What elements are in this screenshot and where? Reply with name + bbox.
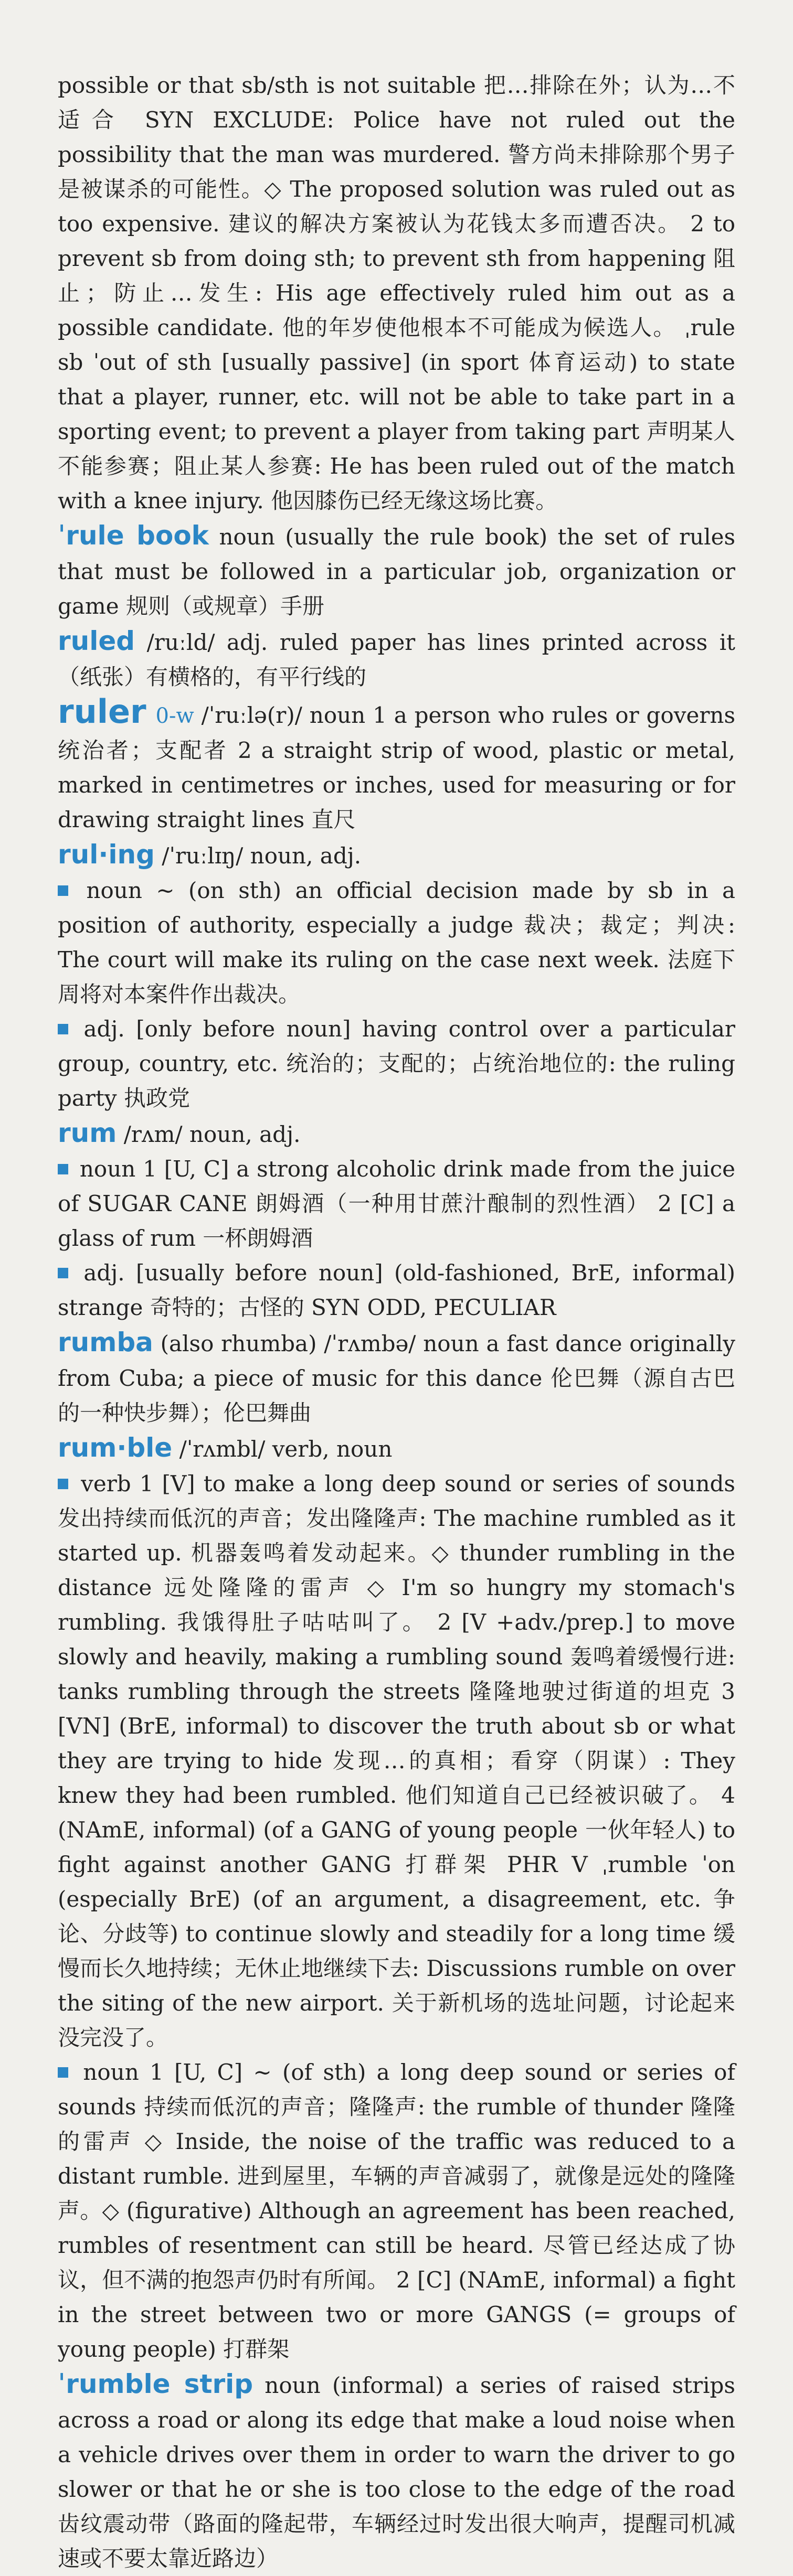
entry-text: verb 1 [V] to make a long deep sound or series of sounds 发出持续而低沉的声音；发出隆隆声: The machine rumbled as it started up. 机器轰鸣着发动起来。◇ thunder rumbling in the distance 远处隆隆的雷声 ◇ I'm so hungry my stomach's rumbling. 我饿得肚子咕咕叫了。 2 [V +adv./prep.] to move slowly and heavily, making a rumbling sound 轰鸣着缓慢行进: tanks rumbling through the streets 隆隆地驶过街道的坦克 3 [VN] (BrE, informal) to discover the truth about sb or what they are trying to hide 发现…的真相；看穿（阴谋）: They knew they had been rumbled. 他们知道自己已经被识破了。 4 (NAmE, informal) (of a GANG of young people 一伙年轻人) to fight against another GANG 打群架 PHR V ˌrumble ˈon (especially BrE) (of an argument, a disagreement, etc. 争论、分歧等) to continue slowly and steadily for a long time 缓慢而长久地持续；无休止地继续下去: Discussions rumble on over the siting of the new airport. 关于新机场的选址问题，讨论起来没完没了。 — [58, 1471, 735, 2050]
entry-rule-out-continuation — [58, 68, 735, 518]
entry-rumble — [58, 1430, 735, 1467]
entry-rumble-verb — [58, 1467, 735, 2055]
entry-text: adj. [only before noun] having control over a particular group, country, etc. 统治的；支配的；占统治地位的: the ruling party 执政党 — [58, 1016, 735, 1111]
headword: ˈrumble strip — [58, 2369, 253, 2399]
entry-rum-noun — [58, 1152, 735, 1256]
entry-rum — [58, 1116, 735, 1152]
headword: rum·ble — [58, 1433, 173, 1463]
sense-bullet-icon — [58, 2067, 68, 2078]
headword: ruled — [58, 626, 135, 656]
entry-text: /ruːld/ adj. ruled paper has lines printed across it （纸张）有横格的，有平行线的 — [58, 629, 736, 690]
headword: rul·ing — [58, 839, 155, 870]
entry-rumble-strip — [58, 2367, 735, 2576]
sense-bullet-icon — [58, 885, 68, 896]
entry-text: /ˈrʌmbl/ verb, noun — [179, 1436, 393, 1462]
headword: rum — [58, 1118, 117, 1148]
entry-ruling — [58, 837, 735, 873]
entry-text: noun ~ (on sth) an official decision made by sb in a position of authority, especially a judge 裁决；裁定；判决: The court will make its ruling on the case next week. 法庭下周将对本案件作出裁决。 — [58, 878, 735, 1007]
headword: rumba — [58, 1327, 153, 1358]
entry-text: adj. [usually before noun] (old-fashioned, BrE, informal) strange 奇特的；古怪的 SYN ODD, PECULIAR — [58, 1260, 735, 1320]
key-word-icon: 0-w — [155, 704, 194, 728]
entry-ruling-adj — [58, 1012, 735, 1116]
entry-text: (also rhumba) /ˈrʌmbə/ noun a fast dance originally from Cuba; a piece of music for this dance 伦巴舞（源自古巴的一种快步舞）；伦巴舞曲 — [58, 1331, 735, 1426]
entry-ruling-noun — [58, 873, 735, 1012]
headword: ruler — [58, 692, 146, 731]
entry-ruled — [58, 624, 735, 694]
entry-text: /ˈruːlə(r)/ noun 1 a person who rules or governs 统治者；支配者 2 a straight strip of wood, plastic or metal, marked in centimetres or inches, used for measuring or for drawing straight lines 直尺 — [58, 702, 735, 832]
entry-text: noun 1 [U, C] ~ (of sth) a long deep sound or series of sounds 持续而低沉的声音；隆隆声: the rumble of thunder 隆隆的雷声 ◇ Inside, the noise of the traffic was reduced to a distant rumble. 进到屋里，车辆的声音减弱了，就像是远处的隆隆声。◇ (figurative) Although an agreement has been reached, rumbles of resentment can still be heard. 尽管已经达成了协议，但不满的抱怨声仍时有所闻。 2 [C] (NAmE, informal) a fight in the street between two or more GANGS (= groups of young people) 打群架 — [58, 2059, 735, 2362]
sense-bullet-icon — [58, 1479, 68, 1489]
entry-rule-book — [58, 518, 735, 624]
sense-bullet-icon — [58, 1024, 68, 1034]
entry-rumble-noun — [58, 2055, 735, 2367]
entry-text: noun (usually the rule book) the set of rules that must be followed in a particular job, organization or game 规则（或规章）手册 — [58, 524, 736, 619]
entry-text: /ˈruːlɪŋ/ noun, adj. — [162, 843, 362, 869]
sense-bullet-icon — [58, 1164, 68, 1174]
entry-text: /rʌm/ noun, adj. — [123, 1121, 301, 1147]
entry-rumba — [58, 1325, 735, 1430]
entry-ruler — [58, 694, 735, 837]
entry-text: possible or that sb/sth is not suitable 把…排除在外；认为…不适合 SYN EXCLUDE: Police have not ruled out the possibility that the man was murdered. 警方尚未排除那个男子是被谋杀的可能性。◇ The proposed solution was ruled out as too expensive. 建议的解决方案被认为花钱太多而遭否决。 2 to prevent sb from doing sth; to prevent sth from happening 阻止；防止…发生: His age effectively ruled him out as a possible candidate. 他的年岁使他根本不可能成为候选人。 ˌrule sb ˈout of sth [usually passive] (in sport 体育运动) to state that a player, runner, etc. will not be able to take part in a sporting event; to prevent a player from taking part 声明某人不能参赛；阻止某人参赛: He has been ruled out of the match with a knee injury. 他因膝伤已经无缘这场比赛。 — [58, 72, 735, 514]
sense-bullet-icon — [58, 1268, 68, 1278]
entry-text: noun (informal) a series of raised strips across a road or along its edge that make a loud noise when a vehicle drives over them in order to warn the driver to go slower or that he or she is too close to the edge of the road 齿纹震动带（路面的隆起带，车辆经过时发出很大响声，提醒司机减速或不要太靠近路边） — [58, 2372, 735, 2571]
headword: ˈrule book — [58, 520, 209, 551]
entry-text: noun 1 [U, C] a strong alcoholic drink made from the juice of SUGAR CANE 朗姆酒（一种用甘蔗汁酿制的烈性酒） 2 [C] a glass of rum 一杯朗姆酒 — [58, 1156, 735, 1251]
entry-rum-adj — [58, 1256, 735, 1325]
